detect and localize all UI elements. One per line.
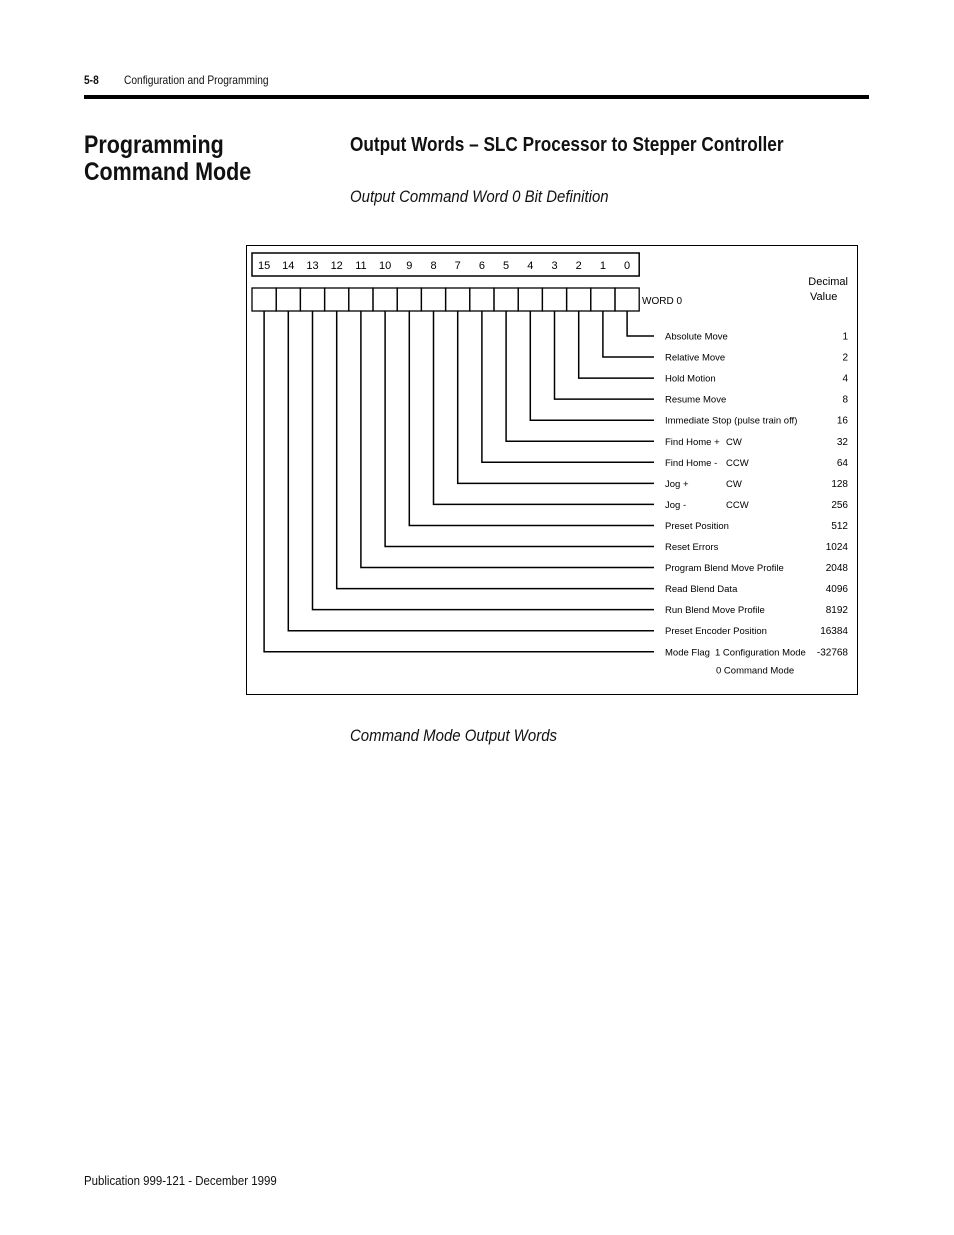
bit-leader-line <box>627 311 654 336</box>
bit-function-label: Relative Move <box>665 352 726 364</box>
bit-decimal-value: 2048 <box>825 563 848 575</box>
bit-number-label: 12 <box>330 260 343 272</box>
word-bit-cell <box>325 288 349 311</box>
word-bit-cell <box>518 288 542 311</box>
header-rule <box>84 95 869 99</box>
bit-direction-label: CW <box>726 436 742 448</box>
bit-function-label: Preset Position <box>665 520 729 532</box>
bit-function-label: Absolute Move <box>665 331 728 343</box>
bit-function-label: Read Blend Data <box>665 584 738 596</box>
bit-number-label: 0 <box>624 260 631 272</box>
bit-function-label: Hold Motion <box>665 373 716 385</box>
bit-decimal-value: 64 <box>836 457 848 469</box>
word-bit-cell <box>615 288 639 311</box>
bit-decimal-value: 32 <box>836 436 848 448</box>
bit-decimal-value: 8192 <box>825 605 848 617</box>
bit-number-label: 13 <box>306 260 319 272</box>
word-bit-cell <box>446 288 470 311</box>
bit-function-label: Jog - <box>665 499 687 511</box>
bit-leader-line <box>555 311 655 399</box>
bit-function-label: Reset Errors <box>665 542 719 553</box>
bit-function-label: Run Blend Move Profile <box>665 605 765 617</box>
bit-number-label: 11 <box>355 260 367 272</box>
bit-leader-line <box>458 311 654 483</box>
bit-number-label: 10 <box>378 260 392 272</box>
word-bit-cell <box>494 288 518 311</box>
word-bit-cell <box>470 288 494 311</box>
bit-decimal-value: 8 <box>842 394 848 406</box>
word-bit-cell <box>252 288 276 311</box>
bit-leader-line <box>361 311 654 568</box>
bit-leader-line <box>264 311 654 652</box>
bit-leader-line <box>603 311 654 357</box>
bit-decimal-value: 16 <box>836 415 848 427</box>
bit-number-label: 15 <box>257 260 271 272</box>
bit-leader-line <box>579 311 654 378</box>
word-bit-cell <box>397 288 421 311</box>
word-bit-cell <box>373 288 397 311</box>
publication-footer: Publication 999-121 - December 1999 <box>84 1173 277 1188</box>
bit-decimal-value: 128 <box>831 478 848 490</box>
bit-direction-label: 1 Configuration Mode <box>715 647 806 659</box>
word-label: WORD 0 <box>642 296 682 307</box>
bit-function-label: Program Blend Move Profile <box>665 563 784 575</box>
word-bit-cell <box>542 288 566 311</box>
section-heading: Output Words – SLC Processor to Stepper Controller <box>350 134 784 156</box>
bit-decimal-value: 2 <box>842 352 848 364</box>
bit-decimal-value: 1 <box>842 331 848 343</box>
bit-direction-label: CCW <box>726 457 749 469</box>
bit-decimal-value: 256 <box>831 499 848 511</box>
bit-leader-line <box>530 311 654 420</box>
mode-flag-command-label: 0 Command Mode <box>716 665 795 677</box>
bit-number-label: 4 <box>527 260 534 272</box>
figure-caption-top: Output Command Word 0 Bit Definition <box>350 187 609 206</box>
bit-number-label: 8 <box>430 260 437 272</box>
word-bit-cell <box>300 288 324 311</box>
figure-caption-bottom: Command Mode Output Words <box>350 726 558 745</box>
bit-number-label: 6 <box>478 260 485 272</box>
bit-number-label: 3 <box>551 260 558 272</box>
decimal-header-line2: Value <box>810 291 838 303</box>
bit-leader-line <box>385 311 654 547</box>
bit-leader-line <box>482 311 654 462</box>
page-number: 5-8 <box>84 73 99 87</box>
word-bit-cell <box>591 288 615 311</box>
bit-diagram-svg <box>247 246 859 696</box>
bit-number-label: 7 <box>454 260 461 272</box>
side-heading: Programming Command Mode <box>84 131 252 186</box>
bit-leader-line <box>434 311 655 504</box>
bit-decimal-value: -32768 <box>816 647 848 659</box>
bit-number-label: 14 <box>282 260 295 272</box>
bit-number-label: 9 <box>406 260 413 272</box>
bit-function-label: Immediate Stop (pulse train off) <box>665 415 798 427</box>
bit-function-label: Mode Flag <box>665 647 710 659</box>
bit-leader-line <box>288 311 654 631</box>
bit-decimal-value: 16384 <box>820 626 848 638</box>
bit-function-label: Resume Move <box>665 394 727 406</box>
bit-number-label: 2 <box>575 260 582 272</box>
bit-leader-line <box>506 311 654 441</box>
bit-leader-line <box>409 311 654 525</box>
bit-decimal-value: 1024 <box>825 542 848 553</box>
word-bit-cell <box>349 288 373 311</box>
bit-direction-label: CCW <box>726 499 749 511</box>
bit-function-label: Jog + <box>665 478 689 490</box>
bit-decimal-value: 4 <box>842 373 848 385</box>
bit-function-label: Find Home - <box>665 457 718 469</box>
decimal-header-line1: Decimal <box>808 276 848 288</box>
word-bit-cell <box>276 288 300 311</box>
bit-function-label: Preset Encoder Position <box>665 626 767 638</box>
bit-number-label: 1 <box>599 260 606 272</box>
bit-number-label: 5 <box>503 260 510 272</box>
bit-definition-diagram <box>246 245 858 695</box>
bit-function-label: Find Home + <box>665 436 720 448</box>
chapter-title: Configuration and Programming <box>124 73 269 87</box>
word-bit-cell <box>567 288 591 311</box>
bit-decimal-value: 512 <box>831 520 848 532</box>
bit-direction-label: CW <box>726 478 742 490</box>
bit-decimal-value: 4096 <box>825 584 848 596</box>
word-bit-cell <box>421 288 445 311</box>
